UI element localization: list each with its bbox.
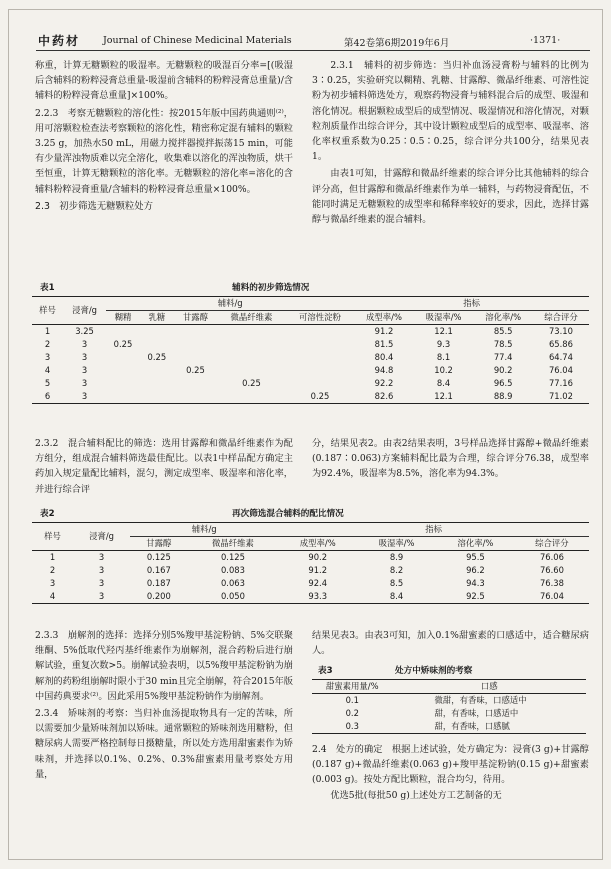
table-row: [32, 590, 589, 604]
table1-col-lactose: 乳糖: [148, 312, 166, 322]
right-top-column: [312, 58, 589, 227]
paragraph-2-3-2: 2.3.2 混合辅料配比的筛选：选用甘露醇和微晶纤维素作为配方组分，组成混合辅料筛选最佳配比。以表1中样品配方确定主药加入规定量配比辅料，混匀，测定成型率、吸湿率和溶化率，并进行综合评: [35, 438, 293, 495]
table2-header-extract: 浸膏/g: [73, 523, 130, 551]
table2-col-mannitol: 甘露醇: [146, 538, 172, 548]
left-top-column: [35, 58, 293, 214]
table1-header-aux: 辅料/g: [106, 297, 354, 311]
heading-2-3: 2.3 初步筛选无糖颗粒处方: [35, 200, 154, 212]
table-cell: 0.25: [113, 339, 133, 349]
table-cell: 8.5: [389, 578, 404, 588]
table-cell: 0.125: [220, 552, 245, 562]
table-cell: 0.3: [345, 721, 359, 731]
table-cell: [217, 351, 285, 364]
table-row: [32, 364, 589, 377]
table-cell: 9.3: [436, 339, 451, 349]
table-cell: 0.25: [242, 378, 261, 388]
table-cell: [286, 351, 354, 364]
table-cell: 96.5: [493, 378, 513, 388]
table1-number: 表1: [40, 283, 55, 293]
table2-col-dissolve: 溶化率/%: [457, 538, 494, 548]
table-cell: 85.5: [493, 326, 513, 336]
table-cell: 76.06: [539, 552, 564, 562]
table-row: [32, 338, 589, 351]
table-cell: 3: [81, 352, 88, 362]
header-rule: [36, 50, 590, 51]
table-cell: 93.3: [308, 591, 328, 601]
table-cell: 73.10: [548, 326, 573, 336]
table2-header-index: 指标: [278, 523, 589, 537]
table-cell: 12.1: [434, 326, 453, 336]
table-cell: 3: [81, 339, 88, 349]
table-cell: 3: [98, 565, 105, 575]
table1-col-mannitol: 甘露醇: [182, 312, 209, 322]
table-cell: [174, 325, 217, 339]
table-cell: 96.2: [466, 565, 485, 575]
table-cell: 92.2: [374, 378, 394, 388]
table-cell: [140, 377, 174, 390]
table-row: [32, 390, 589, 404]
table2-col-score: 综合评分: [535, 538, 569, 548]
table-cell: 8.1: [436, 352, 451, 362]
table1-col-score: 综合评分: [544, 312, 578, 322]
table1-col-starch: 可溶性淀粉: [299, 312, 341, 322]
issue-info: 第42卷第6期2019年6月: [344, 38, 450, 49]
table-cell: 3: [98, 578, 105, 588]
paragraph-final: 优选5批(每批50 g)上述处方工艺制备的无: [330, 789, 502, 801]
table-cell: 2: [49, 565, 56, 575]
table-cell: 82.6: [374, 391, 394, 401]
table-cell: 8.2: [389, 565, 404, 575]
right-bottom-column: [312, 628, 589, 658]
table-cell: 6: [44, 391, 51, 401]
paragraph-hygroscopicity: 称重，计算无糖颗粒的吸湿率。无糖颗粒的吸湿百分率=[(吸湿后含辅料的粉粹浸膏总重量-吸湿前含辅料的粉粹浸膏总重量)/含辅料的粉粹浸膏总重量]×100%。: [35, 60, 293, 102]
table-cell: 0.083: [220, 565, 245, 575]
table-cell: 76.38: [539, 578, 564, 588]
table-cell: 0.1: [345, 695, 359, 705]
table1-col-mcc: 微晶纤维素: [230, 312, 273, 322]
table-cell: 77.16: [548, 378, 573, 388]
table-cell: 12.1: [434, 391, 453, 401]
table-cell: 0.25: [147, 352, 167, 362]
table-cell: [217, 338, 285, 351]
table1-col-dextrin: 糊精: [114, 312, 132, 322]
table-cell: 76.60: [539, 565, 564, 575]
table1-header-index: 指标: [354, 297, 589, 311]
table-cell: 65.86: [548, 339, 573, 349]
table-row: [32, 325, 589, 339]
table-cell: [217, 390, 285, 404]
table1-col-forming: 成型率/%: [366, 312, 402, 322]
table-cell: [140, 325, 174, 339]
table3: [312, 679, 586, 734]
table-cell: [106, 390, 140, 404]
table1-col-hygro: 吸湿率/%: [425, 312, 462, 322]
table2-col-hygro: 吸湿率/%: [378, 538, 415, 548]
table-cell: 5: [44, 378, 51, 388]
table-cell: 8.4: [389, 591, 404, 601]
table1-title: 辅料的初步筛选情况: [232, 283, 310, 293]
paragraph-table1-conclusion: 由表1可知，甘露醇和微晶纤维素的综合评分比其他辅料的综合评分高，但甘露醇和微晶纤维素作为单一辅料，与药物浸膏配伍，不能同时满足无糖颗粒的成型率和稀释率较好的要求，因此，选择甘露醇与微晶纤维素的混合辅料。: [312, 168, 589, 226]
table-cell: 0.25: [310, 391, 330, 401]
table-cell: 0.167: [146, 565, 171, 575]
right-mid-column: [312, 436, 589, 482]
journal-cn-title: 中药材: [38, 34, 81, 48]
table-cell: 甜，有香味，口感适中: [434, 708, 519, 718]
table-cell: 0.25: [186, 365, 205, 375]
table-cell: [174, 351, 217, 364]
table1: [32, 296, 589, 404]
table-cell: 80.4: [374, 352, 394, 362]
left-bottom-column: [35, 628, 293, 782]
table-cell: 3.25: [75, 326, 94, 336]
table-cell: [286, 364, 354, 377]
paragraph-2-4: 2.4 处方的确定 根据上述试验，处方确定为：浸膏(3 g)+甘露醇(0.187 g)+微晶纤维素(0.063 g)+羧甲基淀粉钠(0.15 g)+甜蜜素(0.003 g)。按处方配比颗粒，混合均匀，待用。: [312, 744, 589, 786]
table-cell: 88.9: [493, 391, 513, 401]
table-cell: 3: [44, 352, 51, 362]
table3-header-dose: 甜蜜素用量/%: [325, 681, 379, 691]
table-cell: [217, 364, 285, 377]
table-row: [312, 694, 586, 708]
table2-header-sample: 样号: [32, 523, 73, 551]
table-cell: 8.4: [436, 378, 451, 388]
table-cell: 0.050: [220, 591, 245, 601]
table-cell: [140, 364, 174, 377]
table-cell: [106, 351, 140, 364]
table-row: [32, 351, 589, 364]
table-cell: 94.3: [466, 578, 485, 588]
left-mid-column: [35, 436, 293, 497]
table-cell: 4: [44, 365, 51, 375]
page-number: ·1371·: [530, 35, 561, 46]
table-row: [32, 551, 589, 565]
table-row: [32, 377, 589, 390]
table-cell: 1: [49, 552, 56, 562]
table-cell: 10.2: [434, 365, 453, 375]
table2-number: 表2: [40, 509, 55, 519]
table-cell: 3: [81, 391, 88, 401]
table-cell: 77.4: [493, 352, 513, 362]
table-cell: 0.200: [146, 591, 171, 601]
table-cell: 90.2: [493, 365, 513, 375]
table-row: [312, 707, 586, 720]
paragraph-2-3-3: 2.3.3 崩解剂的选择：选择分别5%羧甲基淀粉钠、5%交联聚维酮、5%低取代羟丙基纤维素作为崩解剂，混合药粉后进行崩解试验，重复次数>5。崩解试验表明，以5%羧甲基淀粉钠为崩解剂的药粉组崩解时限小于30 min且完全崩解，符合2015年版中国药典要求⁽²⁾。因此采用5%羧甲基淀粉钠作为崩解剂。: [35, 630, 293, 702]
table1-header-sample: 样号: [32, 297, 63, 325]
table-cell: 4: [49, 591, 56, 601]
table-cell: [286, 338, 354, 351]
table-cell: [174, 390, 217, 404]
table-row: [312, 720, 586, 734]
table-cell: 2: [44, 339, 51, 349]
table-cell: [140, 338, 174, 351]
paragraph-table3-conclusion: 结果见表3。由表3可知，加入0.1%甜蜜素的口感适中，适合糖尿病人。: [312, 630, 589, 657]
table-cell: 0.125: [146, 552, 171, 562]
table-cell: 92.4: [308, 578, 328, 588]
table-cell: [140, 390, 174, 404]
table-cell: 0.187: [146, 578, 171, 588]
table-cell: 3: [98, 552, 105, 562]
table-cell: 微甜，有香味，口感适中: [434, 695, 527, 705]
table-cell: 76.04: [539, 591, 564, 601]
table-cell: 91.2: [374, 326, 394, 336]
table-cell: 71.02: [548, 391, 573, 401]
table-cell: [286, 377, 354, 390]
right-final-column: [312, 742, 589, 803]
table-cell: [106, 325, 140, 339]
paragraph-2-3-1: 2.3.1 辅料的初步筛选：当归补血汤浸膏粉与辅料的比例为3∶0.25，实验研究以糊精、乳糖、甘露醇、微晶纤维素、可溶性淀粉为初步辅料筛选处方，观察药物浸膏与辅料混合后的成型、吸湿和溶化情况。根据颗粒成型后的成型情况、吸湿情况和溶化情况，对颗粒剂质量作出综合评分，其中设计颗粒成型后的成型率、吸湿率、溶化率权重系数为0.25∶0.5∶0.25，综合评分共100分，结果见表1。: [312, 60, 589, 163]
table-cell: 76.04: [548, 365, 573, 375]
table2-header-aux: 辅料/g: [130, 523, 278, 537]
table-cell: 3: [49, 578, 56, 588]
table3-number: 表3: [318, 666, 333, 676]
table1-col-dissolve: 溶化率/%: [485, 312, 522, 322]
table-cell: 3: [81, 365, 88, 375]
table2: [32, 522, 589, 604]
table-cell: 91.2: [308, 565, 328, 575]
table-cell: [174, 338, 217, 351]
journal-en-title: Journal of Chinese Medicinal Materials: [103, 35, 292, 46]
table-cell: 0.2: [345, 708, 359, 718]
table-cell: 0.063: [220, 578, 245, 588]
table-row: [32, 577, 589, 590]
table-cell: 95.5: [466, 552, 485, 562]
paragraph-table2-conclusion: 分，结果见表2。由表2结果表明，3号样品选择甘露醇+微晶纤维素(0.187∶0.063)方案辅料配比最为合理，综合评分76.38，成型率为92.4%，吸湿率为8.5%，溶化率为94.3%。: [312, 438, 589, 480]
table-cell: 78.5: [493, 339, 513, 349]
table-cell: 1: [44, 326, 51, 336]
table-cell: 8.9: [389, 552, 404, 562]
table-cell: 81.5: [374, 339, 394, 349]
paragraph-2-2-3: 2.2.3 考察无糖颗粒的溶化性：按2015年版中国药典通则⁽²⁾，用可溶颗粒检查法考察颗粒的溶化性，精密称定混有辅料的颗粒3.25 g，加热水50 mL，用磁力搅拌器搅拌振荡15 min，可能有少量浑浊物质难以完全溶化，收集难以溶化的浑浊物质，烘干至恒重，计算无糖颗粒的溶化率。无糖颗粒的溶化率=溶化的含辅料粉粹浸膏重量/含辅料的粉粹浸膏总重量×100%。: [35, 107, 293, 195]
table-cell: 92.5: [466, 591, 485, 601]
table-cell: 3: [98, 591, 105, 601]
table-cell: [174, 377, 217, 390]
table3-header-taste: 口感: [480, 681, 498, 691]
table2-title: 再次筛选混合辅料的配比情况: [232, 509, 344, 519]
table2-col-forming: 成型率/%: [299, 538, 336, 548]
table-cell: 94.8: [374, 365, 394, 375]
table-cell: [286, 325, 354, 339]
table2-col-mcc: 微晶纤维素: [212, 538, 254, 548]
table-cell: 甜，有香味，口感腻: [434, 721, 510, 731]
table-cell: 3: [81, 378, 88, 388]
table1-header-extract: 浸膏/g: [63, 297, 106, 325]
table3-title: 处方中矫味剂的考察: [395, 666, 473, 676]
table-cell: [106, 364, 140, 377]
table-row: [32, 564, 589, 577]
table-cell: 90.2: [308, 552, 328, 562]
table-cell: [217, 325, 285, 339]
table-cell: [106, 377, 140, 390]
table-cell: 64.74: [548, 352, 573, 362]
paragraph-2-3-4: 2.3.4 矫味剂的考察：当归补血汤提取物具有一定的苦味，所以需要加少量矫味剂加以矫味。通常颗粒的矫味剂选用糖粉，但糖尿病人需要严格控制每日摄糖量，所以处方选用甜蜜素作为矫味剂，并选择以0.1%、0.2%、0.3%甜蜜素用量考察处方用量，: [35, 708, 293, 780]
